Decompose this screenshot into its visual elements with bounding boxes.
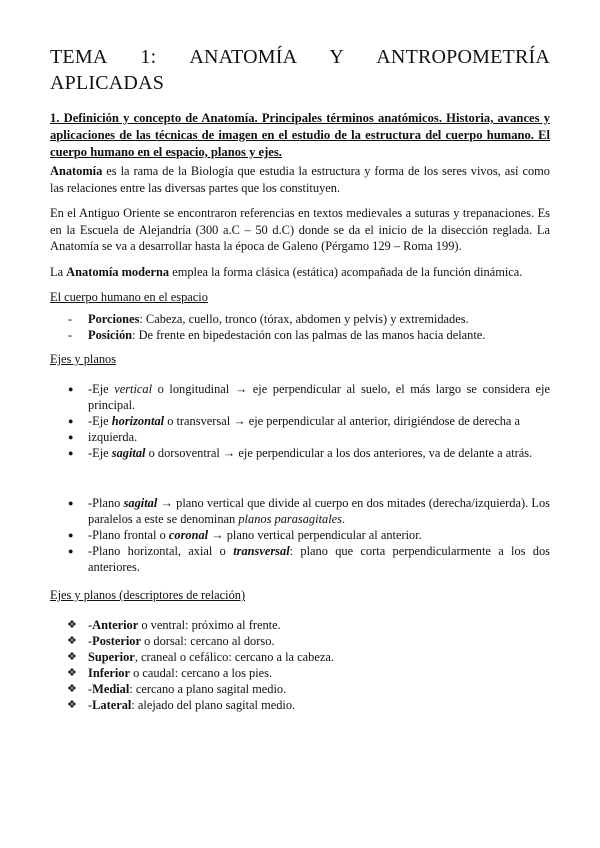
subheading-text: Ejes y planos (50, 588, 117, 602)
item-text: o transversal → eje perpendicular al anterior, dirigiéndose de derecha a (164, 414, 521, 428)
item-text: → plano vertical que divide al cuerpo en dos mitades (derecha/izquierda). Los paralelos a este se denominan (88, 496, 550, 526)
italic-term: horizontal (111, 414, 165, 428)
item-text: o dorsoventral → eje perpendicular a los dos anteriores, va de delante a atrás. (145, 446, 533, 460)
item-text: -Plano horizontal, axial o (88, 544, 234, 558)
diamond-bullet: ❖ (67, 667, 77, 679)
list-item (50, 633, 550, 649)
diamond-bullet: ❖ (67, 635, 77, 647)
bold-term: Anterior (92, 618, 139, 632)
item-text: : plano que corta perpendicularmente a los dos anteriores. (88, 544, 550, 574)
bold-term: Superior (88, 650, 135, 664)
diamond-bullet: ❖ (67, 699, 77, 711)
item-text: , craneal o cefálico: cercano a la cabeza. (134, 650, 334, 664)
bold-term: Posición (88, 328, 133, 342)
list-item (50, 381, 550, 413)
bold-term: Medial (92, 682, 130, 696)
item-text: -Plano frontal o (88, 528, 169, 542)
list-item (50, 697, 550, 713)
list-item (50, 527, 550, 543)
axes-list (50, 381, 550, 461)
list-item (50, 543, 550, 575)
paragraph-anatomy-definition (50, 163, 550, 196)
italic-term: vertical (114, 382, 153, 396)
italic-term: sagital (123, 496, 158, 510)
document-page (50, 44, 550, 713)
item-text: → plano vertical perpendicular al anterior. (208, 528, 422, 542)
item-text: o dorsal: cercano al dorso. (141, 634, 275, 648)
dot-bullet: ● (68, 384, 74, 394)
item-text: -Eje (88, 382, 115, 396)
item-text: : alejado del plano sagital medio. (131, 698, 296, 712)
item-text: - (88, 634, 93, 648)
list-item (50, 429, 550, 445)
bold-term: Anatomía moderna (66, 264, 170, 279)
italic-term: coronal (168, 528, 209, 542)
italic-term: sagital (111, 446, 146, 460)
list-item (50, 327, 550, 343)
subheading-relation-descriptors (50, 587, 550, 603)
paragraph-text: La (50, 264, 67, 279)
list-item (50, 649, 550, 665)
dot-bullet: ● (68, 448, 74, 458)
item-text: : De frente en bipedestación con las palmas de las manos hacia delante. (132, 328, 486, 342)
bold-term: Porciones (88, 312, 140, 326)
item-text: o caudal: cercano a los pies. (129, 666, 273, 680)
subheading-body-in-space: El cuerpo humano en el espacio (50, 290, 208, 304)
item-text: - (88, 682, 93, 696)
dash-bullet: - (68, 312, 73, 326)
dot-bullet: ● (68, 546, 74, 556)
bold-term: Anatomía (50, 164, 103, 178)
item-text: : Cabeza, cuello, tronco (tórax, abdomen y pelvis) y extremidades. (139, 312, 469, 326)
list-item (50, 495, 550, 527)
bold-term: Lateral (92, 698, 132, 712)
relation-list (50, 617, 550, 713)
dot-bullet: ● (68, 530, 74, 540)
list-item (50, 681, 550, 697)
paragraph-text: emplea la forma clásica (estática) acompañada de la función dinámica. (169, 264, 523, 279)
list-item (50, 413, 550, 429)
item-text: -Eje (88, 414, 112, 428)
planes-list (50, 495, 550, 575)
dash-bullet: - (68, 328, 73, 342)
bold-term: Inferior (88, 666, 130, 680)
dot-bullet: ● (68, 432, 74, 442)
dot-bullet: ● (68, 498, 74, 508)
item-text: - (88, 618, 93, 632)
list-item (50, 665, 550, 681)
diamond-bullet: ❖ (67, 683, 77, 695)
paragraph-modern-anatomy (50, 264, 550, 281)
diamond-bullet: ❖ (67, 651, 77, 663)
paragraph-text: es la rama de la Biología que estudia la estructura y forma de los seres vivos, así como las relaciones entre las diversas partes que los constituyen. (50, 164, 550, 195)
item-text: izquierda. (88, 430, 138, 444)
list-item (50, 311, 550, 327)
item-text: -Eje (88, 446, 112, 460)
item-text: . (341, 512, 346, 526)
document-title: TEMA 1: ANATOMÍA Y ANTROPOMETRÍA APLICADAS (50, 46, 550, 94)
item-text: - (88, 698, 93, 712)
item-text: : cercano a plano sagital medio. (129, 682, 287, 696)
item-text: o ventral: próximo al frente. (138, 618, 281, 632)
italic-term: transversal (233, 544, 290, 558)
list-item (50, 445, 550, 461)
diamond-bullet: ❖ (67, 619, 77, 631)
dot-bullet: ● (68, 416, 74, 426)
item-text: -Plano (88, 496, 124, 510)
list-item (50, 617, 550, 633)
space-list (50, 311, 550, 343)
paragraph-history: En el Antiguo Oriente se encontraron referencias en textos medievales a suturas y trepanaciones. Es en la Escuela de Alejandría (300 a.C – 50 d.C) donde se da el inicio de la disección reglada. La Anatomía se va a desarrollar hasta la época de Galeno (Pérgamo 129 – Roma 199). (50, 206, 550, 253)
bold-term: Posterior (92, 634, 141, 648)
italic-term: planos parasagitales (238, 512, 342, 526)
subheading-axes-planes: Ejes y planos (50, 352, 117, 366)
section-1-heading: 1. Definición y concepto de Anatomía. Principales términos anatómicos. Historia, avances y aplicaciones de las técnicas de imagen en el estudio de la estructura del cuerpo humano. El cuerpo humano en el espacio, planos y ejes. (50, 111, 550, 159)
item-text: o longitudinal → eje perpendicular al suelo, el más largo se considera eje principal. (88, 382, 550, 412)
subheading-suffix: (descriptores de relación) (116, 588, 246, 602)
